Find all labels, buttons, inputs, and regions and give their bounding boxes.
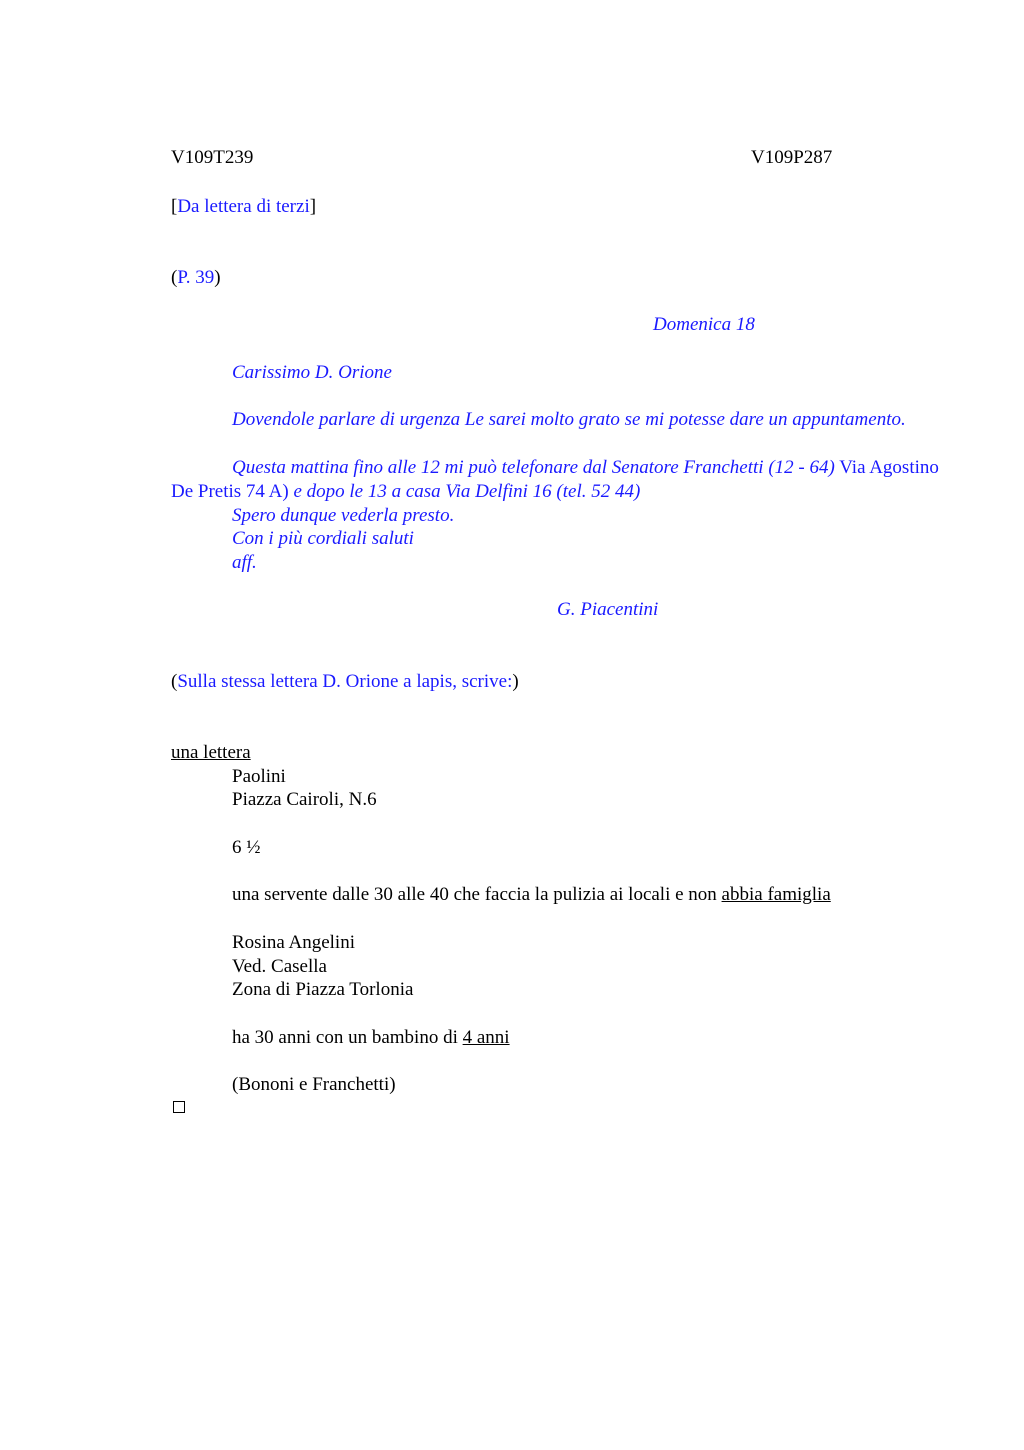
notes-person-status: Ved. Casella xyxy=(232,956,327,977)
source-note: [Da lettera di terzi] xyxy=(171,196,317,217)
notes-time: 6 ½ xyxy=(232,837,261,858)
document-code-left: V109T239 xyxy=(171,147,254,168)
letter-line-3: Spero dunque vederla presto. xyxy=(232,505,455,526)
letter-line-4: Con i più cordiali saluti xyxy=(232,528,414,549)
notes-request: una servente dalle 30 alle 40 che faccia la pulizia ai locali e non abbia famiglia xyxy=(232,884,831,905)
end-marker-box-icon xyxy=(173,1101,185,1113)
source-note-text: Da lettera di terzi xyxy=(177,196,310,217)
notes-name: Paolini xyxy=(232,766,286,787)
notes-heading: una lettera xyxy=(171,742,251,763)
document-code-right: V109P287 xyxy=(751,147,833,168)
notes-person-zone: Zona di Piazza Torlonia xyxy=(232,979,414,1000)
letter-date: Domenica 18 xyxy=(653,314,755,335)
letter-salutation: Carissimo D. Orione xyxy=(232,362,392,383)
notes-references: (Bononi e Franchetti) xyxy=(232,1074,396,1095)
letter-signature: G. Piacentini xyxy=(557,599,659,620)
page-reference: (P. 39) xyxy=(171,267,221,288)
notes-person-name: Rosina Angelini xyxy=(232,932,355,953)
letter-paragraph-2: Questa mattina fino alle 12 mi può telefonare dal Senatore Franchetti (12 - 64) Via Agostino De Pretis 74 A) e dopo le 13 a casa Via Delfini 16 (tel. 52 44) xyxy=(171,457,939,502)
letter-paragraph-1: Dovendole parlare di urgenza Le sarei molto grato se mi potesse dare un appuntamento. xyxy=(232,409,906,430)
annotation-note: (Sulla stessa lettera D. Orione a lapis, scrive:) xyxy=(171,671,519,692)
page-reference-text: P. 39 xyxy=(177,267,215,288)
notes-age: ha 30 anni con un bambino di 4 anni xyxy=(232,1027,510,1048)
notes-address: Piazza Cairoli, N.6 xyxy=(232,789,377,810)
annotation-note-text: Sulla stessa lettera D. Orione a lapis, scrive: xyxy=(177,671,513,692)
letter-line-5: aff. xyxy=(232,552,257,573)
